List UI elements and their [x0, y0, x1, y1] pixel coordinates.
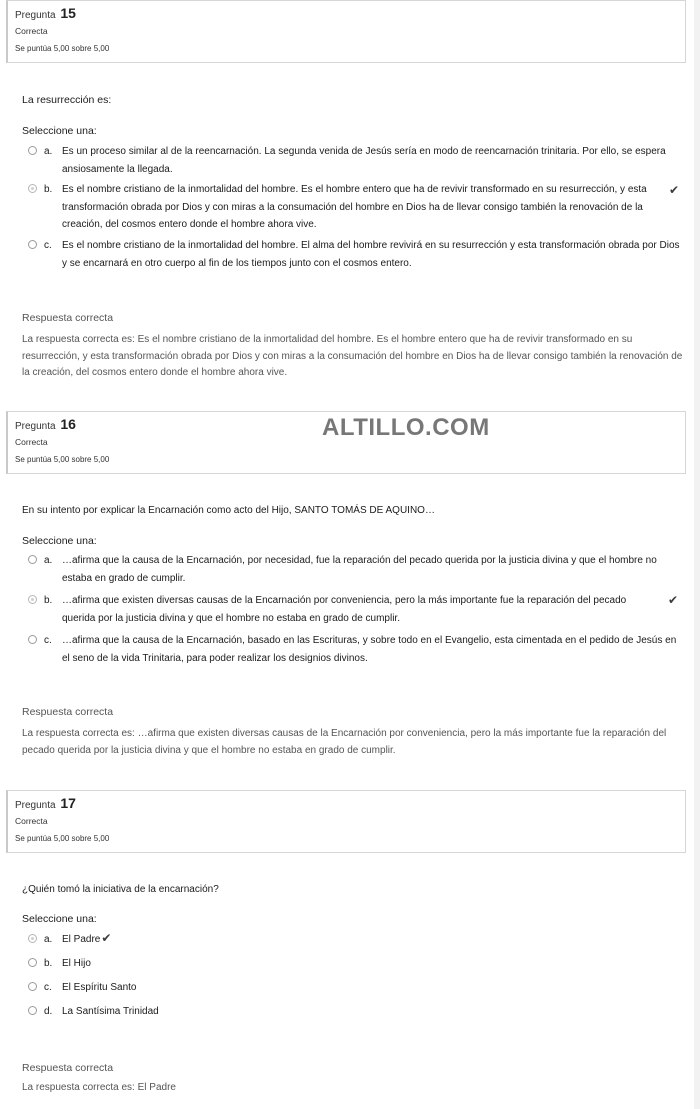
question-number — [15, 795, 76, 811]
option-letter: a. — [44, 146, 53, 157]
check-icon: ✔ — [669, 183, 680, 197]
option-letter: a. — [44, 555, 53, 566]
question-grade: Se puntúa 5,00 sobre 5,00 — [15, 455, 110, 464]
option-letter: d. — [44, 1006, 53, 1017]
option-letter: a. — [44, 934, 53, 945]
option-b[interactable] — [28, 592, 688, 628]
question-text: La resurrección es: — [22, 94, 112, 106]
radio-icon[interactable] — [28, 240, 37, 249]
question-state: Correcta — [15, 26, 48, 36]
option-c[interactable] — [28, 979, 688, 997]
question-number — [15, 5, 76, 21]
option-letter: c. — [44, 635, 52, 646]
radio-selected-icon[interactable] — [28, 184, 37, 193]
option-a[interactable] — [28, 143, 688, 179]
option-text: …afirma que la causa de la Encarnación, por necesidad, fue la reparación del pecado querida por la justicia divina y que el hombre no estaba en grado de cumplir. — [62, 555, 657, 584]
radio-icon[interactable] — [28, 958, 37, 967]
question-number-value: 16 — [60, 416, 76, 432]
feedback-title: Respuesta correcta — [22, 312, 114, 324]
question-label: Pregunta — [15, 800, 56, 811]
option-text-wrap — [62, 931, 111, 949]
radio-selected-icon[interactable] — [28, 934, 37, 943]
question-state: Correcta — [15, 816, 48, 826]
option-letter: c. — [44, 982, 52, 993]
radio-icon[interactable] — [28, 146, 37, 155]
option-text: El Padre — [62, 934, 101, 945]
radio-icon[interactable] — [28, 1006, 37, 1015]
option-letter: b. — [44, 958, 53, 969]
feedback-title: Respuesta correcta — [22, 706, 114, 718]
select-prompt: Seleccione una: — [22, 913, 97, 925]
radio-selected-icon[interactable] — [28, 595, 37, 604]
option-text: Es el nombre cristiano de la inmortalidad del hombre. El alma del hombre revivirá en su resurrección y esta transformación obrada por Dios y se encarnará en otro cuerpo al fin de los tiempos junto con el cosmos entero. — [62, 240, 680, 269]
radio-icon[interactable] — [28, 982, 37, 991]
option-text: Es el nombre cristiano de la inmortalidad del hombre. Es el hombre entero que ha de revivir transformado en su resurrección, y esta transformación obrada por Dios y con miras a la consumación del hombre en Dios ha de llevar consigo también la renovación de la creación, del cosmos entero donde el hombre ahora vive. — [62, 184, 647, 230]
question-text: En su intento por explicar la Encarnación como acto del Hijo, SANTO TOMÁS DE AQUINO… — [22, 505, 435, 516]
question-number — [15, 416, 76, 432]
scrollbar[interactable] — [694, 0, 700, 1109]
option-letter: c. — [44, 240, 52, 251]
radio-icon[interactable] — [28, 555, 37, 564]
question-label: Pregunta — [15, 421, 56, 432]
feedback-text: La respuesta correcta es: Es el nombre cristiano de la inmortalidad del hombre. Es el hombre entero que ha de revivir transformado en su resurrección, y esta transformación obrada por Dios y con miras a la consumación del hombre en Dios ha de llevar consigo también la renovación de la creación, del cosmos entero donde el hombre ahora vive. — [22, 334, 683, 378]
option-text: …afirma que la causa de la Encarnación, basado en las Escrituras, y sobre todo en el Evangelio, esta cimentada en el pedido de Jesús en el seno de la vida Trinitaria, para poder realizar los designios divinos. — [62, 635, 677, 664]
option-b[interactable] — [28, 181, 688, 233]
question-number-value: 15 — [60, 5, 76, 21]
radio-icon[interactable] — [28, 635, 37, 644]
question-text: ¿Quién tomó la iniciativa de la encarnación? — [22, 884, 219, 895]
question-info-box — [6, 0, 686, 63]
option-text: Es un proceso similar al de la reencarnación. La segunda venida de Jesús sería en modo de reencarnación trinitaria. Por ello, se espera ansiosamente la llegada. — [62, 146, 666, 175]
option-a[interactable] — [28, 552, 688, 588]
question-info-box — [6, 790, 686, 853]
option-text: El Hijo — [62, 958, 91, 969]
option-text: …afirma que existen diversas causas de la Encarnación por conveniencia, pero la más importante fue la reparación del pecado querida por la justicia divina y que el hombre no estaba en grado de cumplir. — [62, 595, 627, 624]
question-grade: Se puntúa 5,00 sobre 5,00 — [15, 44, 110, 53]
check-icon: ✔ — [668, 593, 679, 607]
question-number-value: 17 — [60, 795, 76, 811]
feedback-text: La respuesta correcta es: …afirma que existen diversas causas de la Encarnación por conveniencia, pero la más importante fue la reparación del pecado querida por la justicia divina y que el hombre no estaba en grado de cumplir. — [22, 728, 667, 756]
question-grade: Se puntúa 5,00 sobre 5,00 — [15, 834, 110, 843]
option-c[interactable] — [28, 237, 688, 273]
option-c[interactable] — [28, 632, 688, 668]
question-state: Correcta — [15, 437, 48, 447]
watermark: ALTILLO.COM — [322, 414, 490, 441]
feedback-title: Respuesta correcta — [22, 1062, 114, 1074]
option-d[interactable] — [28, 1003, 688, 1021]
option-letter: b. — [44, 595, 53, 606]
feedback-text: La respuesta correcta es: El Padre — [22, 1082, 176, 1093]
option-a[interactable] — [28, 931, 688, 949]
check-icon: ✔ — [101, 931, 112, 945]
select-prompt: Seleccione una: — [22, 125, 97, 137]
option-letter: b. — [44, 184, 53, 195]
option-text: El Espíritu Santo — [62, 982, 137, 993]
option-b[interactable] — [28, 955, 688, 973]
select-prompt: Seleccione una: — [22, 535, 97, 547]
question-label: Pregunta — [15, 10, 56, 21]
option-text: La Santísima Trinidad — [62, 1006, 159, 1017]
